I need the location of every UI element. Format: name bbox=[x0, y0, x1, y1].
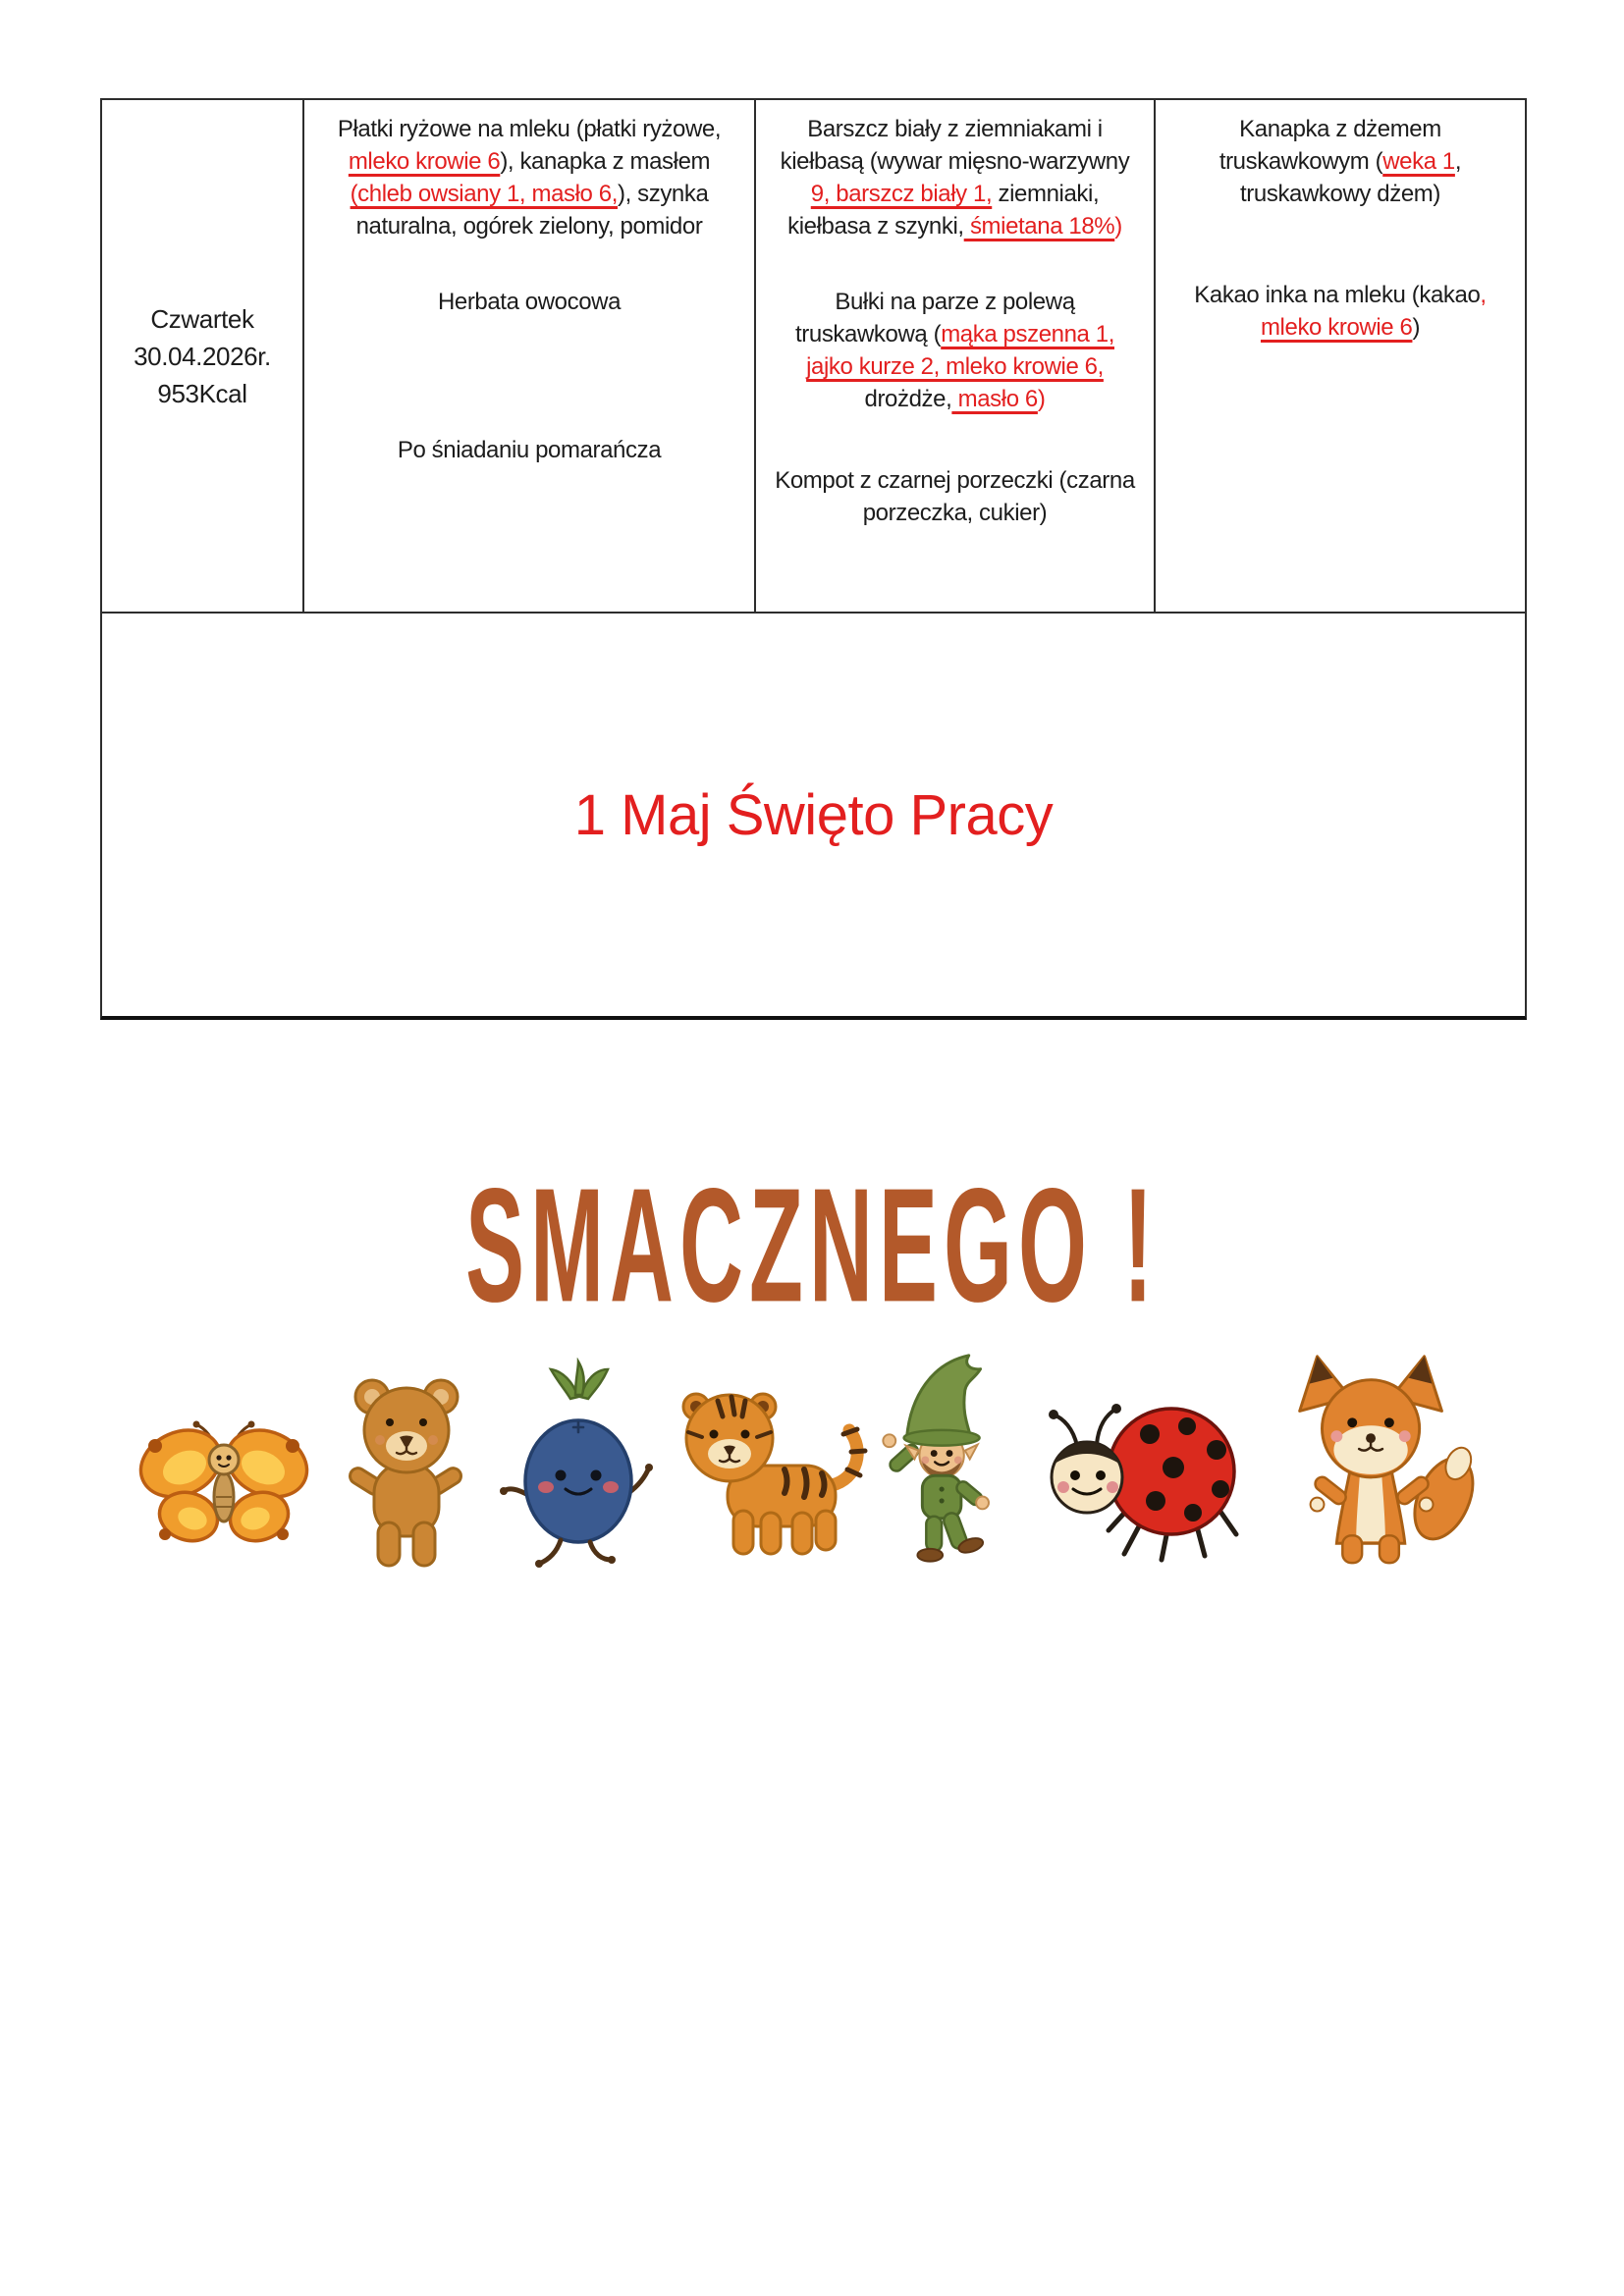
text-segment: , bbox=[1454, 148, 1462, 175]
menu-paragraph bbox=[308, 434, 750, 466]
text-segment: porzeczka, cukier) bbox=[862, 500, 1048, 526]
text-segment: jajko kurze 2, mleko krowie 6, bbox=[806, 353, 1104, 380]
menu-paragraph bbox=[308, 286, 750, 318]
text-segment: ) bbox=[1114, 213, 1122, 240]
text-segment: 30.04.2026r. bbox=[134, 341, 271, 371]
menu-paragraph bbox=[1160, 113, 1521, 210]
text-segment: ), szynka bbox=[617, 181, 709, 207]
text-segment: 953Kcal bbox=[157, 378, 247, 408]
text-segment: kiełbasą (wywar mięsno-warzywny bbox=[780, 148, 1130, 175]
teddy-bear-icon bbox=[321, 1358, 490, 1572]
text-segment: truskawkowym ( bbox=[1218, 148, 1383, 175]
text-segment: mleko krowie 6 bbox=[1260, 314, 1413, 341]
text-segment: naturalna, ogórek zielony, pomidor bbox=[355, 213, 703, 240]
text-segment: ziemniaki, bbox=[992, 181, 1100, 207]
animal-illustrations bbox=[0, 1343, 1624, 1572]
text-segment: masło 6 bbox=[951, 386, 1038, 412]
holiday-note: 1 Maj Święto Pracy bbox=[573, 782, 1054, 847]
text-segment: Czwartek bbox=[150, 303, 254, 334]
menu-row bbox=[102, 100, 1525, 614]
tiger-icon bbox=[667, 1375, 875, 1572]
text-segment: Płatki ryżowe na mleku (płatki ryżowe, bbox=[337, 116, 722, 142]
text-segment: kiełbasa z szynki, bbox=[787, 213, 964, 240]
day-cell bbox=[102, 100, 304, 612]
text-segment: mąka pszenna 1, bbox=[941, 321, 1114, 347]
text-segment: truskawkowy dżem) bbox=[1240, 181, 1440, 207]
menu-paragraph bbox=[760, 113, 1150, 242]
text-segment: Kakao inka na mleku (kakao bbox=[1194, 282, 1481, 308]
text-segment: Bułki na parze z polewą bbox=[835, 289, 1075, 315]
fox-icon bbox=[1266, 1343, 1491, 1572]
text-segment: ) bbox=[1412, 314, 1421, 341]
text-segment: Kompot z czarnej porzeczki (czarna bbox=[775, 467, 1135, 494]
text-segment: drożdże, bbox=[864, 386, 952, 412]
gnome-icon bbox=[881, 1344, 1018, 1572]
text-segment: Barszcz biały z ziemniakami i bbox=[807, 116, 1103, 142]
bon-appetit-text: SMACZNEGO ! bbox=[464, 1154, 1160, 1336]
text-segment: weka 1 bbox=[1382, 148, 1455, 175]
snack-cell bbox=[1156, 100, 1525, 612]
text-segment: , bbox=[1480, 282, 1487, 308]
bon-appetit-banner bbox=[0, 1154, 1624, 1336]
menu-paragraph bbox=[760, 286, 1150, 415]
text-segment: Kanapka z dżemem bbox=[1239, 116, 1441, 142]
text-segment: Herbata owocowa bbox=[437, 289, 622, 315]
text-segment: Po śniadaniu pomarańcza bbox=[397, 437, 662, 463]
menu-paragraph bbox=[1160, 279, 1521, 344]
blueberry-icon bbox=[496, 1358, 661, 1572]
text-segment: mleko krowie 6 bbox=[348, 148, 501, 175]
text-segment: ) bbox=[1037, 386, 1046, 412]
breakfast-cell bbox=[304, 100, 756, 612]
text-segment: (chleb owsiany 1, masło 6, bbox=[350, 181, 618, 207]
lunch-cell bbox=[756, 100, 1156, 612]
text-segment: ), kanapka z masłem bbox=[500, 148, 711, 175]
menu-paragraph bbox=[308, 113, 750, 242]
ladybug-icon bbox=[1024, 1363, 1260, 1572]
text-segment: śmietana 18% bbox=[963, 213, 1115, 240]
menu-paragraph bbox=[760, 464, 1150, 529]
menu-table bbox=[100, 98, 1527, 1020]
text-segment: truskawkową ( bbox=[795, 321, 942, 347]
holiday-row bbox=[102, 614, 1525, 1016]
butterfly-icon bbox=[134, 1399, 315, 1556]
text-segment: 9, barszcz biały 1, bbox=[810, 181, 993, 207]
menu-paragraph bbox=[134, 300, 271, 412]
